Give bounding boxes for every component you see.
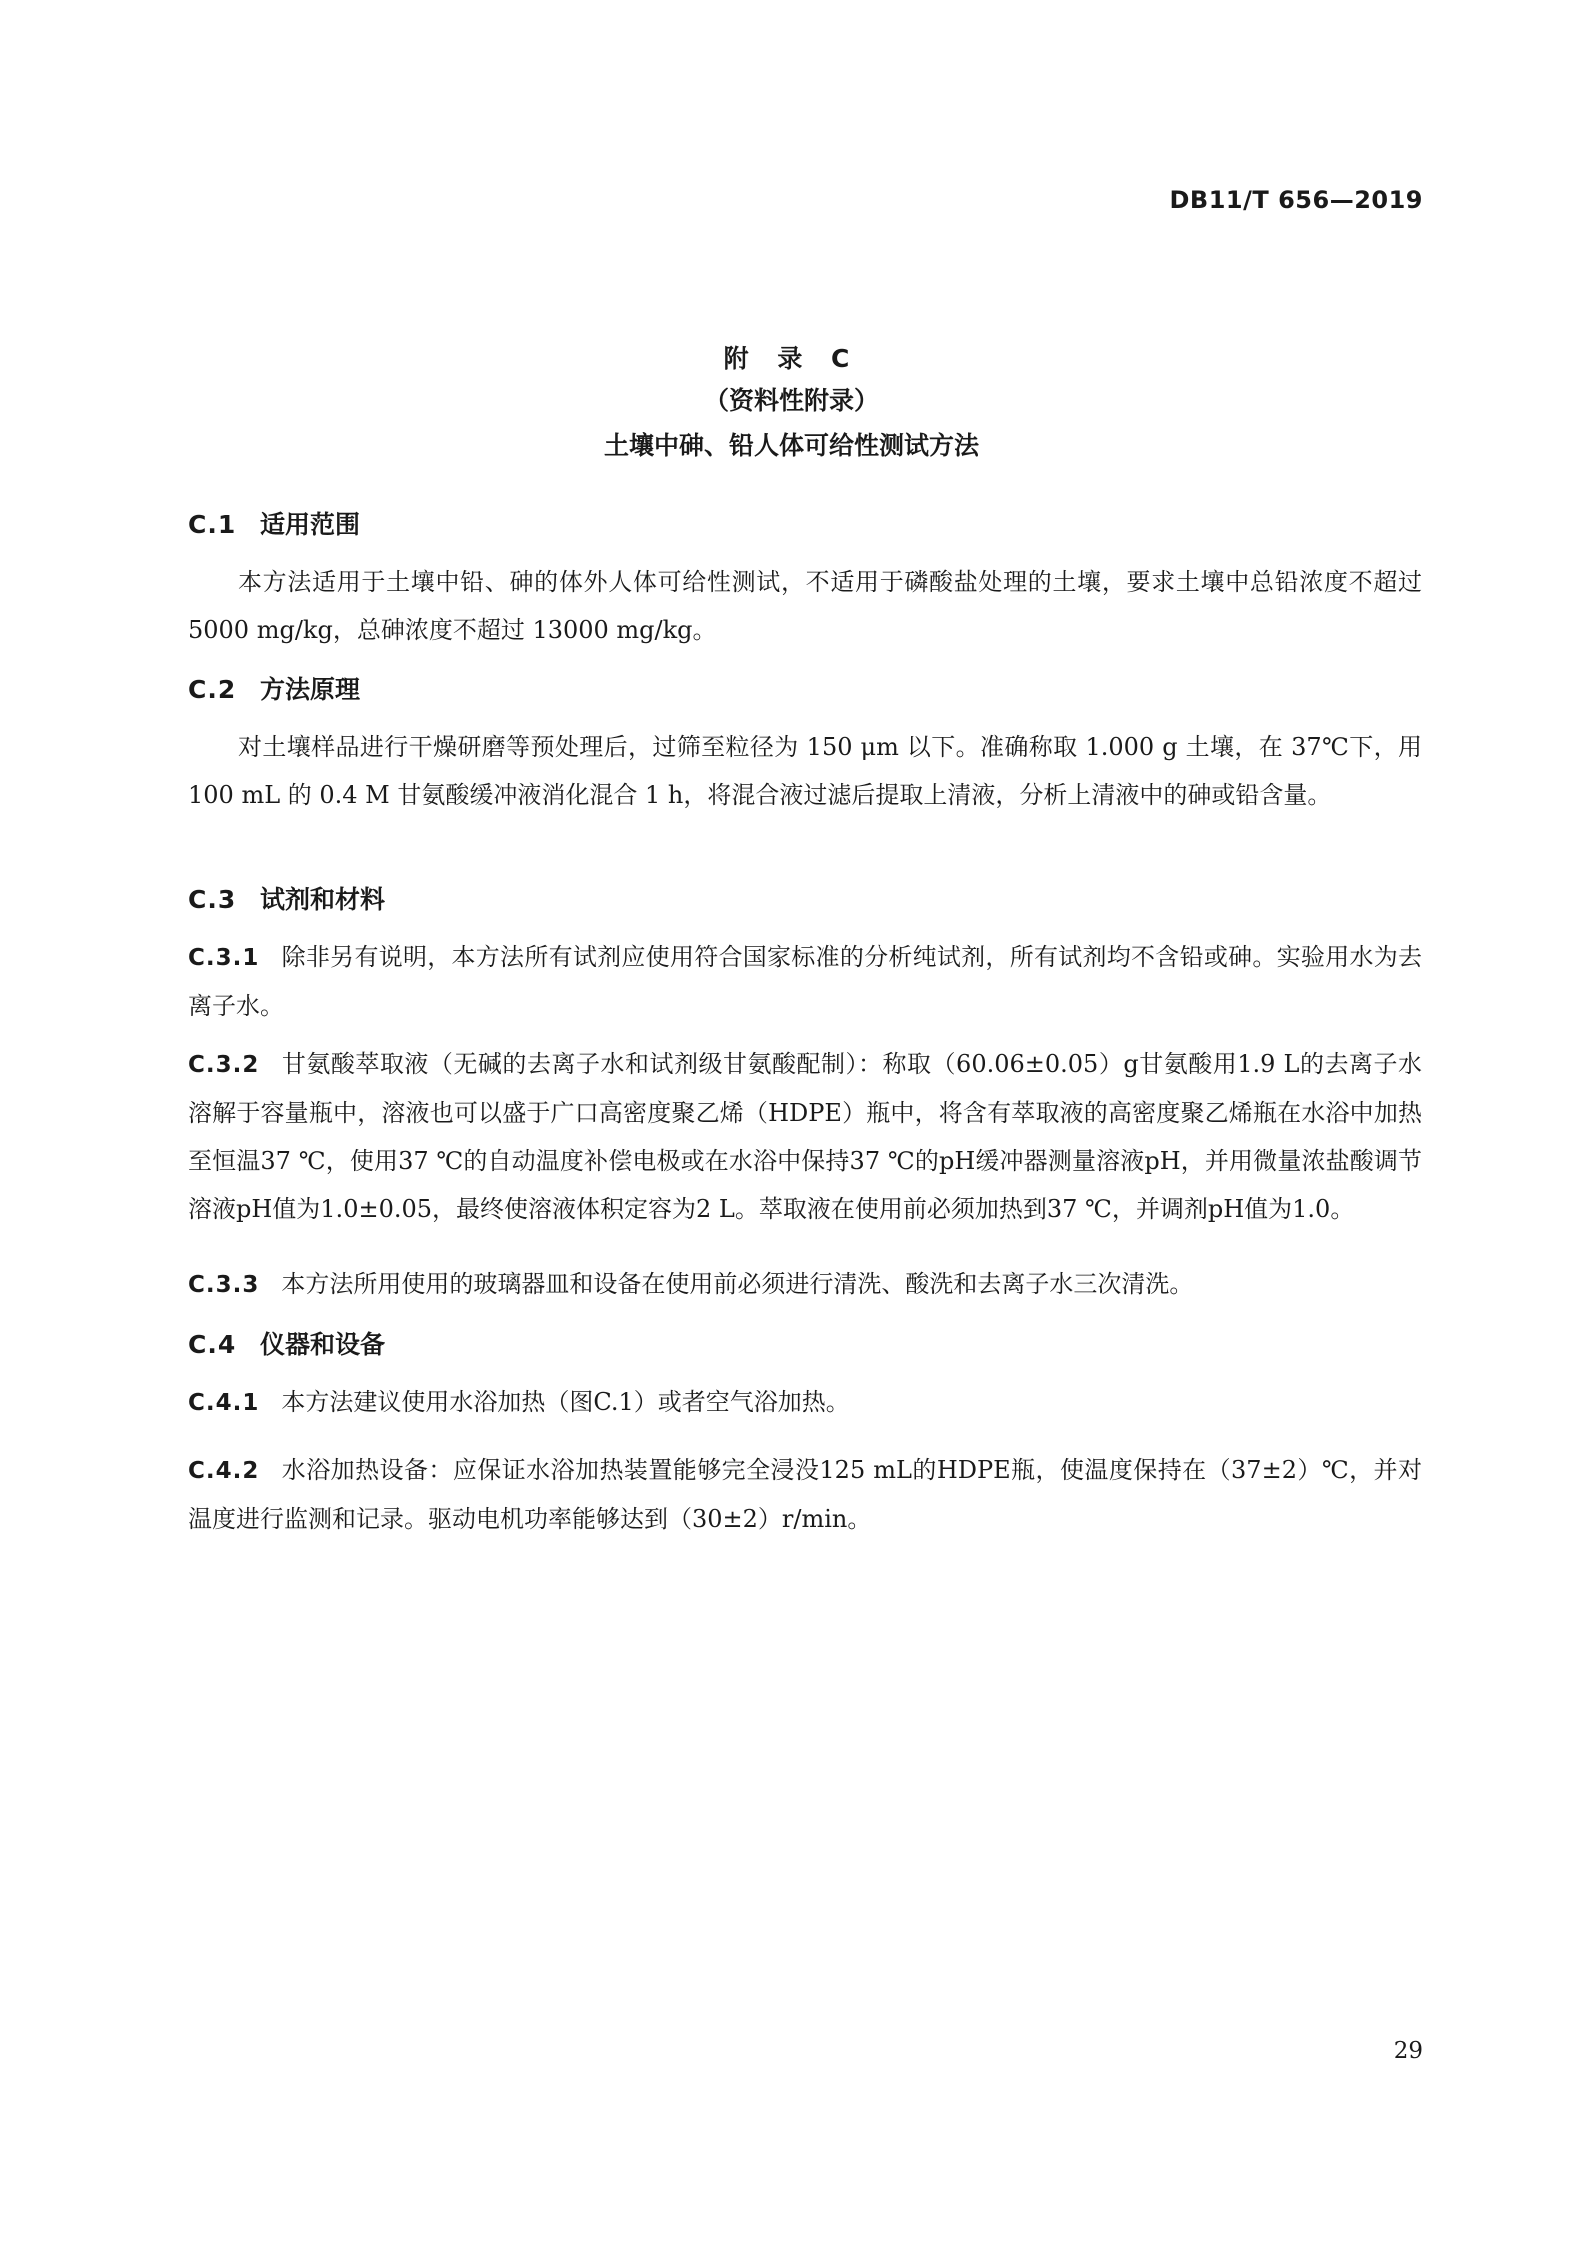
section-title: 方法原理 xyxy=(260,675,361,704)
document-code: DB11/T 656—2019 xyxy=(1169,186,1423,214)
appendix-title: 附 录 C xyxy=(723,344,860,373)
clause-c31 xyxy=(188,933,1422,1030)
appendix-heading xyxy=(0,338,1583,470)
clause-number: C.3.3 xyxy=(188,1272,260,1298)
clause-text: 除非另有说明，本方法所有试剂应使用符合国家标准的分析纯试剂，所有试剂均不含铅或砷。实验用水为去离子水。 xyxy=(188,943,1422,1020)
clause-text: 水浴加热设备：应保证水浴加热装置能够完全浸没125 mL的HDPE瓶，使温度保持在（37±2）℃，并对温度进行监测和记录。驱动电机功率能够达到（30±2）r/min。 xyxy=(188,1456,1422,1533)
clause-number: C.4.1 xyxy=(188,1390,260,1416)
section-number: C.4 xyxy=(188,1330,237,1359)
section-c4-heading xyxy=(188,1325,385,1361)
clause-c42 xyxy=(188,1446,1422,1543)
clause-text: 本方法所用使用的玻璃器皿和设备在使用前必须进行清洗、酸洗和去离子水三次清洗。 xyxy=(281,1270,1194,1298)
section-number: C.1 xyxy=(188,510,237,539)
clause-c41 xyxy=(188,1378,1422,1427)
clause-number: C.4.2 xyxy=(188,1458,260,1484)
section-c1-heading xyxy=(188,505,360,541)
appendix-name: 土壤中砷、铅人体可给性测试方法 xyxy=(603,431,979,460)
clause-number: C.3.2 xyxy=(188,1052,260,1078)
section-c2-body: 对土壤样品进行干燥研磨等预处理后，过筛至粒径为 150 μm 以下。准确称取 1.000 g 土壤，在 37℃下，用 100 mL 的 0.4 M 甘氨酸缓冲液消化混合 1 h，将混合液过滤后提取上清液，分析上清液中的砷或铅含量。 xyxy=(188,733,1422,809)
section-title: 适用范围 xyxy=(260,510,361,539)
clause-c33 xyxy=(188,1260,1422,1309)
section-c3-heading xyxy=(188,880,385,916)
section-number: C.2 xyxy=(188,675,237,704)
section-number: C.3 xyxy=(188,885,237,914)
clause-text: 甘氨酸萃取液（无碱的去离子水和试剂级甘氨酸配制）：称取（60.06±0.05）g甘氨酸用1.9 L的去离子水溶解于容量瓶中，溶液也可以盛于广口高密度聚乙烯（HDPE）瓶中，将含有萃取液的高密度聚乙烯瓶在水浴中加热至恒温37 ℃，使用37 ℃的自动温度补偿电极或在水浴中保持37 ℃的pH缓冲器测量溶液pH，并用微量浓盐酸调节溶液pH值为1.0±0.05，最终使溶液体积定容为2 L。萃取液在使用前必须加热到37 ℃，并调剂pH值为1.0。 xyxy=(188,1050,1422,1223)
appendix-subtitle: （资料性附录） xyxy=(703,386,879,415)
clause-c32 xyxy=(188,1040,1422,1233)
section-c1-body: 本方法适用于土壤中铅、砷的体外人体可给性测试，不适用于磷酸盐处理的土壤，要求土壤中总铅浓度不超过 5000 mg/kg，总砷浓度不超过 13000 mg/kg。 xyxy=(188,568,1422,644)
section-c2-heading xyxy=(188,670,360,706)
clause-text: 本方法建议使用水浴加热（图C.1）或者空气浴加热。 xyxy=(281,1388,850,1416)
section-title: 仪器和设备 xyxy=(260,1330,386,1359)
clause-number: C.3.1 xyxy=(188,945,260,971)
page-number: 29 xyxy=(1393,2038,1423,2064)
section-title: 试剂和材料 xyxy=(260,885,386,914)
